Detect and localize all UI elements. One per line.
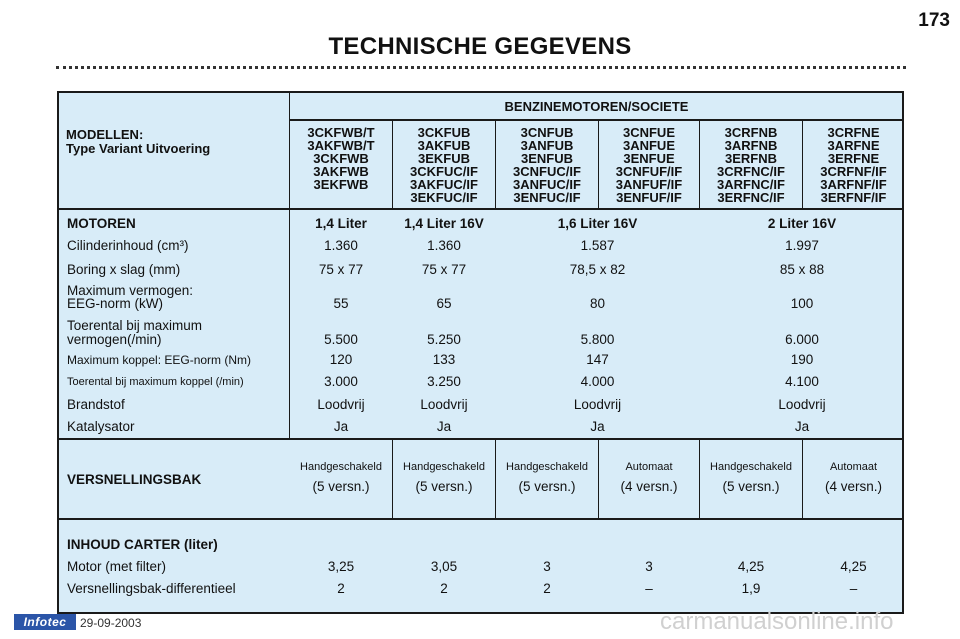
- page-number: 173: [918, 10, 950, 31]
- gearbox-type-4: Automaat: [625, 461, 673, 473]
- model-codes-6: 3CRFNE 3ARFNE 3ERFNE 3CRFNF/IF 3ARFNF/IF 3ERFNF/IF: [820, 125, 887, 205]
- value-cell: Ja: [333, 419, 349, 434]
- infotec-logo: Infotec: [14, 614, 76, 630]
- value-cell: 2: [440, 581, 448, 596]
- value-cell: 4,25: [737, 559, 765, 574]
- value-cell: 85 x 88: [779, 262, 825, 277]
- gearbox-gears-2: (5 versn.): [415, 479, 473, 494]
- model-codes-4: 3CNFUE 3ANFUE 3ENFUE 3CNFUF/IF 3ANFUF/IF 3ENFUF/IF: [615, 125, 683, 205]
- value-cell: 4.000: [580, 374, 615, 389]
- divider-gear-3: [598, 438, 599, 520]
- row-label-toerental-2: vermogen(/min): [67, 332, 162, 347]
- value-cell: –: [849, 581, 858, 596]
- value-cell: 190: [790, 352, 814, 367]
- engine-4: 2 Liter 16V: [767, 216, 837, 231]
- value-cell: 100: [790, 296, 814, 311]
- value-cell: 80: [589, 296, 606, 311]
- engine-1: 1,4 Liter: [315, 216, 367, 231]
- divider-category: [289, 119, 902, 121]
- value-cell: 75 x 77: [421, 262, 467, 277]
- type-variant-label: Type Variant Uitvoering: [66, 141, 211, 156]
- value-cell: Ja: [794, 419, 810, 434]
- watermark: carmanualsonline.info: [660, 608, 894, 635]
- divider-header: [59, 208, 902, 210]
- page-title: TECHNISCHE GEGEVENS: [328, 33, 632, 60]
- value-cell: 3,25: [327, 559, 355, 574]
- versnellingsbak-label: VERSNELLINGSBAK: [67, 472, 202, 487]
- value-cell: 3: [645, 559, 653, 574]
- gearbox-type-5: Handgeschakeld: [710, 461, 792, 473]
- row-label-toerental-1: Toerental bij maximum: [67, 318, 203, 333]
- value-cell: 78,5 x 82: [569, 262, 626, 277]
- value-cell: –: [645, 581, 653, 596]
- divider-gear-1: [392, 438, 393, 520]
- divider-gear-2: [495, 438, 496, 520]
- inhoud-label: INHOUD CARTER (liter): [67, 537, 218, 552]
- footer-date: 29-09-2003: [80, 616, 142, 630]
- row-label-brandstof: Brandstof: [67, 397, 125, 412]
- gearbox-gears-5: (5 versn.): [722, 479, 780, 494]
- value-cell: 147: [586, 352, 609, 367]
- engine-3: 1,6 Liter 16V: [557, 216, 638, 231]
- value-cell: Ja: [436, 419, 452, 434]
- value-cell: 5.500: [324, 332, 358, 347]
- model-codes-2: 3CKFUB 3AKFUB 3EKFUB 3CKFUC/IF 3AKFUC/IF 3EKFUC/IF: [410, 125, 478, 205]
- value-cell: 75 x 77: [318, 262, 364, 277]
- value-cell: 3.250: [427, 374, 461, 389]
- value-cell: 1.997: [785, 238, 819, 253]
- motoren-label: MOTOREN: [67, 216, 136, 231]
- row-label-boring: Boring x slag (mm): [67, 262, 181, 277]
- value-cell: 4,25: [840, 559, 867, 574]
- value-cell: Ja: [590, 419, 605, 434]
- row-label-katalysator: Katalysator: [67, 419, 135, 434]
- engine-2: 1,4 Liter 16V: [404, 216, 484, 231]
- value-cell: 3.000: [324, 374, 358, 389]
- value-cell: 5.250: [427, 332, 461, 347]
- model-codes-3: 3CNFUB 3ANFUB 3ENFUB 3CNFUC/IF 3ANFUC/IF 3ENFUC/IF: [513, 125, 581, 205]
- value-cell: 1.360: [324, 238, 358, 253]
- row-label-vermogen-1: Maximum vermogen:: [67, 283, 194, 298]
- divider-gear-5: [802, 438, 803, 520]
- value-cell: Loodvrij: [317, 397, 365, 412]
- spec-table: [57, 91, 904, 614]
- value-cell: 3,05: [430, 559, 458, 574]
- gearbox-gears-4: (4 versn.): [620, 479, 678, 494]
- value-cell: Loodvrij: [420, 397, 468, 412]
- value-cell: Loodvrij: [573, 397, 622, 412]
- divider-motoren: [59, 438, 902, 440]
- value-cell: 1,9: [741, 581, 761, 596]
- dotted-divider: [56, 66, 906, 69]
- value-cell: 55: [333, 296, 349, 311]
- model-codes-1: 3CKFWB/T 3AKFWB/T 3CKFWB 3AKFWB 3EKFWB: [307, 125, 375, 192]
- category-label: BENZINEMOTOREN/SOCIETE: [504, 99, 689, 114]
- row-label-motor-filter: Motor (met filter): [67, 559, 167, 574]
- row-label-vermogen-2: EEG-norm (kW): [67, 296, 163, 311]
- row-label-cilinderinhoud: Cilinderinhoud (cm³): [67, 238, 189, 253]
- gearbox-type-2: Handgeschakeld: [403, 461, 485, 473]
- model-codes-5: 3CRFNB 3ARFNB 3ERFNB 3CRFNC/IF 3ARFNC/IF 3ERFNC/IF: [717, 125, 785, 205]
- gearbox-type-3: Handgeschakeld: [506, 461, 588, 473]
- gearbox-gears-6: (4 versn.): [824, 479, 882, 494]
- value-cell: 5.800: [580, 332, 615, 347]
- row-label-toerental-koppel: Toerental bij maximum koppel (/min): [67, 376, 244, 388]
- value-cell: 2: [337, 581, 345, 596]
- row-label-koppel: Maximum koppel: EEG-norm (Nm): [67, 353, 252, 367]
- value-cell: 120: [329, 352, 353, 367]
- value-cell: 4.100: [785, 374, 819, 389]
- value-cell: 1.360: [427, 238, 461, 253]
- value-cell: 1.587: [580, 238, 615, 253]
- value-cell: Loodvrij: [778, 397, 826, 412]
- gearbox-gears-3: (5 versn.): [518, 479, 576, 494]
- value-cell: 3: [543, 559, 551, 574]
- value-cell: 2: [543, 581, 551, 596]
- divider-gearbox: [59, 518, 902, 520]
- value-cell: 65: [436, 296, 452, 311]
- value-cell: 6.000: [785, 332, 819, 347]
- row-label-versnellingsbak-diff: Versnellingsbak-differentieel: [67, 581, 236, 596]
- divider-gear-4: [699, 438, 700, 520]
- gearbox-gears-1: (5 versn.): [312, 479, 370, 494]
- gearbox-type-1: Handgeschakeld: [300, 461, 382, 473]
- value-cell: 133: [432, 352, 456, 367]
- gearbox-type-6: Automaat: [829, 461, 878, 473]
- modellen-label: MODELLEN:: [66, 127, 144, 142]
